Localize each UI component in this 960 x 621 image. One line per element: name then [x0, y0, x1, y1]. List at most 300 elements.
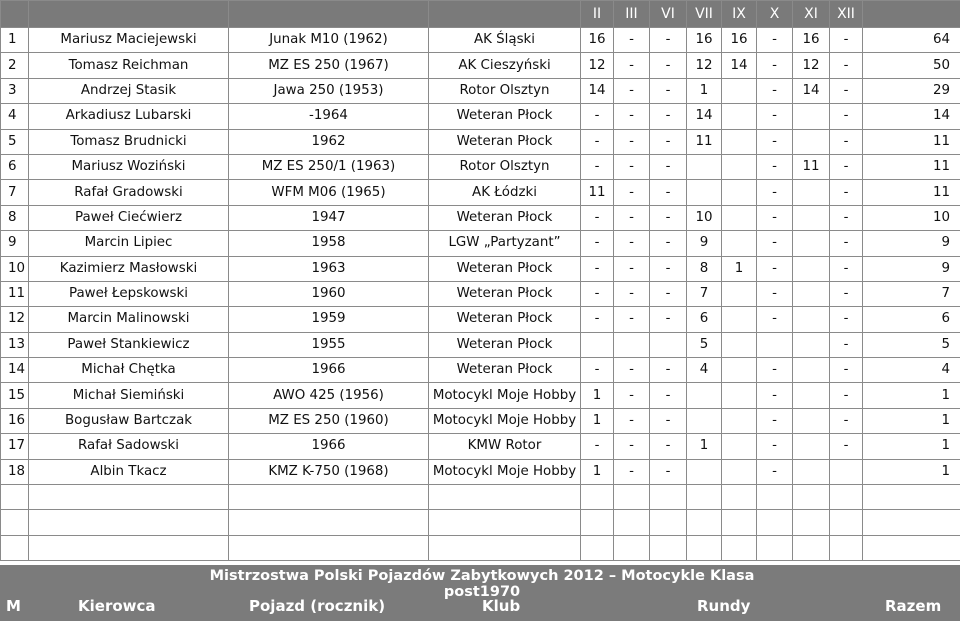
empty-cell — [830, 535, 863, 560]
round-cell: 1 — [581, 459, 614, 484]
round-cell — [722, 281, 757, 306]
round-cell: - — [614, 434, 650, 459]
total-cell: 29 — [863, 78, 960, 103]
driver-cell: Andrzej Stasik — [29, 78, 229, 103]
vehicle-cell: 1966 — [229, 434, 429, 459]
round-cell: - — [830, 358, 863, 383]
round-cell: - — [581, 256, 614, 281]
round-cell: - — [830, 78, 863, 103]
position-cell: 1 — [1, 28, 29, 53]
empty-cell — [722, 510, 757, 535]
round-cell: - — [830, 307, 863, 332]
header-cell-empty — [863, 1, 960, 28]
round-cell: - — [830, 28, 863, 53]
vehicle-cell: Junak M10 (1962) — [229, 28, 429, 53]
vehicle-cell: -1964 — [229, 104, 429, 129]
club-cell: KMW Rotor — [429, 434, 581, 459]
total-cell: 1 — [863, 434, 960, 459]
club-cell: Weteran Płock — [429, 281, 581, 306]
empty-row — [1, 485, 960, 510]
empty-cell — [614, 485, 650, 510]
round-cell — [793, 256, 830, 281]
vehicle-cell: Jawa 250 (1953) — [229, 78, 429, 103]
empty-cell — [614, 535, 650, 560]
round-cell — [722, 307, 757, 332]
round-cell: - — [650, 205, 687, 230]
round-cell: - — [581, 434, 614, 459]
column-label-club: Klub — [482, 597, 521, 615]
header-cell-empty — [1, 1, 29, 28]
club-cell: Weteran Płock — [429, 129, 581, 154]
club-cell: Motocykl Moje Hobby — [429, 383, 581, 408]
round-cell: - — [614, 154, 650, 179]
round-cell — [793, 231, 830, 256]
round-cell: - — [757, 459, 793, 484]
position-cell: 4 — [1, 104, 29, 129]
empty-cell — [757, 535, 793, 560]
empty-cell — [1, 485, 29, 510]
empty-cell — [650, 535, 687, 560]
round-cell — [722, 104, 757, 129]
round-cell — [722, 231, 757, 256]
round-cell — [722, 154, 757, 179]
round-cell: - — [650, 180, 687, 205]
position-cell: 16 — [1, 408, 29, 433]
round-cell — [793, 281, 830, 306]
round-cell: - — [650, 408, 687, 433]
vehicle-cell: 1962 — [229, 129, 429, 154]
total-cell: 10 — [863, 205, 960, 230]
round-cell — [722, 129, 757, 154]
round-header: XI — [793, 1, 830, 28]
empty-cell — [29, 535, 229, 560]
round-cell — [722, 383, 757, 408]
vehicle-cell: 1947 — [229, 205, 429, 230]
position-cell: 12 — [1, 307, 29, 332]
round-cell: - — [757, 434, 793, 459]
club-cell: Weteran Płock — [429, 307, 581, 332]
round-cell: - — [614, 256, 650, 281]
driver-cell: Bogusław Bartczak — [29, 408, 229, 433]
empty-cell — [650, 485, 687, 510]
round-cell: - — [757, 78, 793, 103]
round-cell — [722, 78, 757, 103]
total-cell: 1 — [863, 408, 960, 433]
championship-title: Mistrzostwa Polski Pojazdów Zabytkowych 2012 – Motocykle Klasa post1970 — [209, 568, 755, 600]
round-header: IX — [722, 1, 757, 28]
round-cell: - — [830, 281, 863, 306]
driver-cell: Rafał Gradowski — [29, 180, 229, 205]
total-cell: 5 — [863, 332, 960, 357]
round-cell: 16 — [687, 28, 722, 53]
round-cell: - — [650, 231, 687, 256]
round-cell: 1 — [687, 78, 722, 103]
club-cell: Motocykl Moje Hobby — [429, 408, 581, 433]
round-cell: 14 — [581, 78, 614, 103]
round-cell: - — [581, 154, 614, 179]
empty-cell — [650, 510, 687, 535]
club-cell: Weteran Płock — [429, 205, 581, 230]
round-cell — [687, 154, 722, 179]
round-cell: - — [757, 28, 793, 53]
vehicle-cell: 1955 — [229, 332, 429, 357]
round-cell — [722, 434, 757, 459]
round-cell — [830, 459, 863, 484]
round-cell: - — [757, 256, 793, 281]
round-cell: - — [614, 78, 650, 103]
round-cell: - — [830, 231, 863, 256]
table-row — [1, 459, 960, 484]
round-cell: - — [650, 104, 687, 129]
round-cell — [793, 129, 830, 154]
position-cell: 11 — [1, 281, 29, 306]
driver-cell: Rafał Sadowski — [29, 434, 229, 459]
empty-row — [1, 535, 960, 560]
round-cell: - — [581, 281, 614, 306]
position-cell: 8 — [1, 205, 29, 230]
vehicle-cell: MZ ES 250 (1967) — [229, 53, 429, 78]
header-cell-empty — [229, 1, 429, 28]
club-cell: Motocykl Moje Hobby — [429, 459, 581, 484]
table-row — [1, 408, 960, 433]
round-cell: - — [650, 459, 687, 484]
vehicle-cell: 1959 — [229, 307, 429, 332]
total-cell: 4 — [863, 358, 960, 383]
column-label-vehicle: Pojazd (rocznik) — [249, 597, 386, 615]
empty-cell — [722, 535, 757, 560]
round-cell: - — [614, 281, 650, 306]
header-cell-empty — [429, 1, 581, 28]
round-cell: 10 — [687, 205, 722, 230]
driver-cell: Michał Chętka — [29, 358, 229, 383]
vehicle-cell: AWO 425 (1956) — [229, 383, 429, 408]
total-cell: 1 — [863, 459, 960, 484]
club-cell: Weteran Płock — [429, 104, 581, 129]
round-header: VI — [650, 1, 687, 28]
round-cell: - — [614, 180, 650, 205]
round-cell: - — [757, 180, 793, 205]
club-cell: Weteran Płock — [429, 256, 581, 281]
round-cell: 9 — [687, 231, 722, 256]
vehicle-cell: KMZ K-750 (1968) — [229, 459, 429, 484]
position-cell: 17 — [1, 434, 29, 459]
round-cell: - — [650, 383, 687, 408]
total-cell: 11 — [863, 180, 960, 205]
round-cell: 16 — [722, 28, 757, 53]
total-cell: 9 — [863, 256, 960, 281]
column-label-rounds: Rundy — [697, 597, 751, 615]
round-cell — [793, 180, 830, 205]
empty-cell — [722, 485, 757, 510]
round-cell: 14 — [722, 53, 757, 78]
round-cell: 7 — [687, 281, 722, 306]
driver-cell: Kazimierz Masłowski — [29, 256, 229, 281]
round-cell: - — [757, 53, 793, 78]
round-header: VII — [687, 1, 722, 28]
round-cell: - — [650, 281, 687, 306]
round-cell: - — [650, 307, 687, 332]
round-cell: 11 — [687, 129, 722, 154]
empty-cell — [863, 485, 960, 510]
round-cell: - — [757, 154, 793, 179]
round-header: X — [757, 1, 793, 28]
empty-cell — [429, 535, 581, 560]
round-header: II — [581, 1, 614, 28]
round-cell: 12 — [581, 53, 614, 78]
empty-cell — [229, 485, 429, 510]
empty-cell — [581, 485, 614, 510]
empty-cell — [1, 535, 29, 560]
round-cell: - — [614, 104, 650, 129]
vehicle-cell: 1966 — [229, 358, 429, 383]
round-cell: - — [757, 408, 793, 433]
round-cell: - — [830, 408, 863, 433]
round-cell: - — [757, 358, 793, 383]
total-cell: 6 — [863, 307, 960, 332]
round-cell — [687, 383, 722, 408]
total-cell: 11 — [863, 129, 960, 154]
empty-cell — [29, 485, 229, 510]
round-cell: - — [650, 256, 687, 281]
round-cell — [793, 205, 830, 230]
round-cell: - — [757, 307, 793, 332]
round-cell — [687, 180, 722, 205]
table-row — [1, 154, 960, 179]
table-row — [1, 104, 960, 129]
round-cell: 12 — [687, 53, 722, 78]
round-cell — [722, 180, 757, 205]
vehicle-cell: 1963 — [229, 256, 429, 281]
club-cell: Rotor Olsztyn — [429, 78, 581, 103]
round-cell — [793, 383, 830, 408]
empty-cell — [581, 510, 614, 535]
round-cell: - — [830, 256, 863, 281]
round-cell: 12 — [793, 53, 830, 78]
driver-cell: Albin Tkacz — [29, 459, 229, 484]
table-row — [1, 205, 960, 230]
round-cell: 6 — [687, 307, 722, 332]
position-cell: 15 — [1, 383, 29, 408]
table-row — [1, 383, 960, 408]
round-cell: - — [830, 180, 863, 205]
driver-cell: Michał Siemiński — [29, 383, 229, 408]
round-cell: - — [650, 154, 687, 179]
empty-cell — [863, 510, 960, 535]
round-cell: - — [614, 231, 650, 256]
round-cell: - — [614, 205, 650, 230]
round-cell: - — [614, 408, 650, 433]
round-cell: - — [581, 358, 614, 383]
table-row — [1, 307, 960, 332]
round-cell: 16 — [793, 28, 830, 53]
round-cell: 14 — [687, 104, 722, 129]
vehicle-cell: 1960 — [229, 281, 429, 306]
round-cell — [614, 332, 650, 357]
driver-cell: Paweł Ciećwierz — [29, 205, 229, 230]
empty-cell — [429, 510, 581, 535]
round-cell — [757, 332, 793, 357]
round-cell: 11 — [793, 154, 830, 179]
empty-cell — [757, 485, 793, 510]
driver-cell: Tomasz Brudnicki — [29, 129, 229, 154]
column-label-position: M — [6, 597, 21, 615]
empty-cell — [229, 510, 429, 535]
round-header: III — [614, 1, 650, 28]
position-cell: 2 — [1, 53, 29, 78]
round-cell: - — [757, 104, 793, 129]
position-cell: 10 — [1, 256, 29, 281]
table-row — [1, 281, 960, 306]
table-row — [1, 53, 960, 78]
round-cell: 11 — [581, 180, 614, 205]
empty-cell — [793, 485, 830, 510]
empty-cell — [793, 535, 830, 560]
position-cell: 5 — [1, 129, 29, 154]
empty-cell — [1, 510, 29, 535]
round-cell: - — [757, 205, 793, 230]
round-cell: - — [830, 104, 863, 129]
driver-cell: Mariusz Maciejewski — [29, 28, 229, 53]
empty-cell — [863, 535, 960, 560]
round-cell: 16 — [581, 28, 614, 53]
round-cell — [687, 459, 722, 484]
table-row — [1, 358, 960, 383]
round-cell — [722, 408, 757, 433]
column-label-total: Razem — [885, 597, 942, 615]
empty-cell — [614, 510, 650, 535]
round-cell — [722, 358, 757, 383]
header-cell-empty — [29, 1, 229, 28]
round-cell — [722, 459, 757, 484]
total-cell: 1 — [863, 383, 960, 408]
round-cell: - — [830, 332, 863, 357]
column-label-driver: Kierowca — [78, 597, 156, 615]
round-cell: 1 — [687, 434, 722, 459]
round-cell: 8 — [687, 256, 722, 281]
vehicle-cell: MZ ES 250/1 (1963) — [229, 154, 429, 179]
club-cell: AK Śląski — [429, 28, 581, 53]
driver-cell: Paweł Stankiewicz — [29, 332, 229, 357]
total-cell: 64 — [863, 28, 960, 53]
round-cell: - — [830, 205, 863, 230]
table-row — [1, 78, 960, 103]
club-cell: Rotor Olsztyn — [429, 154, 581, 179]
driver-cell: Arkadiusz Lubarski — [29, 104, 229, 129]
driver-cell: Mariusz Woziński — [29, 154, 229, 179]
round-cell: - — [757, 129, 793, 154]
table-row — [1, 28, 960, 53]
round-cell — [793, 459, 830, 484]
round-cell — [793, 358, 830, 383]
driver-cell: Tomasz Reichman — [29, 53, 229, 78]
round-cell: 5 — [687, 332, 722, 357]
table-row — [1, 434, 960, 459]
round-cell: - — [581, 231, 614, 256]
header-row — [1, 1, 960, 28]
round-cell: - — [830, 129, 863, 154]
round-cell: - — [650, 78, 687, 103]
round-cell — [687, 408, 722, 433]
position-cell: 7 — [1, 180, 29, 205]
round-cell — [793, 104, 830, 129]
round-header: XII — [830, 1, 863, 28]
table-row — [1, 180, 960, 205]
total-cell: 9 — [863, 231, 960, 256]
vehicle-cell: WFM M06 (1965) — [229, 180, 429, 205]
empty-cell — [830, 485, 863, 510]
table-row — [1, 129, 960, 154]
round-cell: - — [650, 53, 687, 78]
round-cell: - — [650, 28, 687, 53]
round-cell: - — [581, 205, 614, 230]
empty-cell — [793, 510, 830, 535]
round-cell: - — [614, 383, 650, 408]
round-cell: - — [650, 434, 687, 459]
total-cell: 14 — [863, 104, 960, 129]
round-cell — [793, 307, 830, 332]
total-cell: 7 — [863, 281, 960, 306]
round-cell: - — [614, 307, 650, 332]
round-cell: - — [830, 154, 863, 179]
position-cell: 3 — [1, 78, 29, 103]
position-cell: 9 — [1, 231, 29, 256]
table-footer — [0, 565, 960, 621]
round-cell: - — [614, 358, 650, 383]
club-cell: LGW „Partyzant” — [429, 231, 581, 256]
table-row — [1, 231, 960, 256]
round-cell: 1 — [581, 383, 614, 408]
club-cell: Weteran Płock — [429, 358, 581, 383]
round-cell: - — [757, 281, 793, 306]
round-cell: - — [614, 459, 650, 484]
round-cell: - — [650, 358, 687, 383]
round-cell — [793, 332, 830, 357]
round-cell: - — [581, 104, 614, 129]
empty-cell — [687, 535, 722, 560]
club-cell: AK Łódzki — [429, 180, 581, 205]
position-cell: 14 — [1, 358, 29, 383]
driver-cell: Marcin Malinowski — [29, 307, 229, 332]
round-cell: - — [757, 231, 793, 256]
total-cell: 11 — [863, 154, 960, 179]
round-cell: 14 — [793, 78, 830, 103]
round-cell: - — [614, 53, 650, 78]
table-row — [1, 332, 960, 357]
empty-cell — [29, 510, 229, 535]
round-cell — [650, 332, 687, 357]
round-cell — [793, 408, 830, 433]
vehicle-cell: MZ ES 250 (1960) — [229, 408, 429, 433]
round-cell: 1 — [581, 408, 614, 433]
round-cell: - — [581, 307, 614, 332]
round-cell — [581, 332, 614, 357]
round-cell — [722, 205, 757, 230]
club-cell: AK Cieszyński — [429, 53, 581, 78]
round-cell — [793, 434, 830, 459]
empty-row — [1, 510, 960, 535]
round-cell: - — [830, 434, 863, 459]
round-cell: - — [830, 53, 863, 78]
empty-cell — [429, 485, 581, 510]
round-cell: - — [757, 383, 793, 408]
empty-cell — [757, 510, 793, 535]
empty-cell — [687, 510, 722, 535]
round-cell: 4 — [687, 358, 722, 383]
round-cell — [722, 332, 757, 357]
round-cell: - — [581, 129, 614, 154]
position-cell: 18 — [1, 459, 29, 484]
club-cell: Weteran Płock — [429, 332, 581, 357]
